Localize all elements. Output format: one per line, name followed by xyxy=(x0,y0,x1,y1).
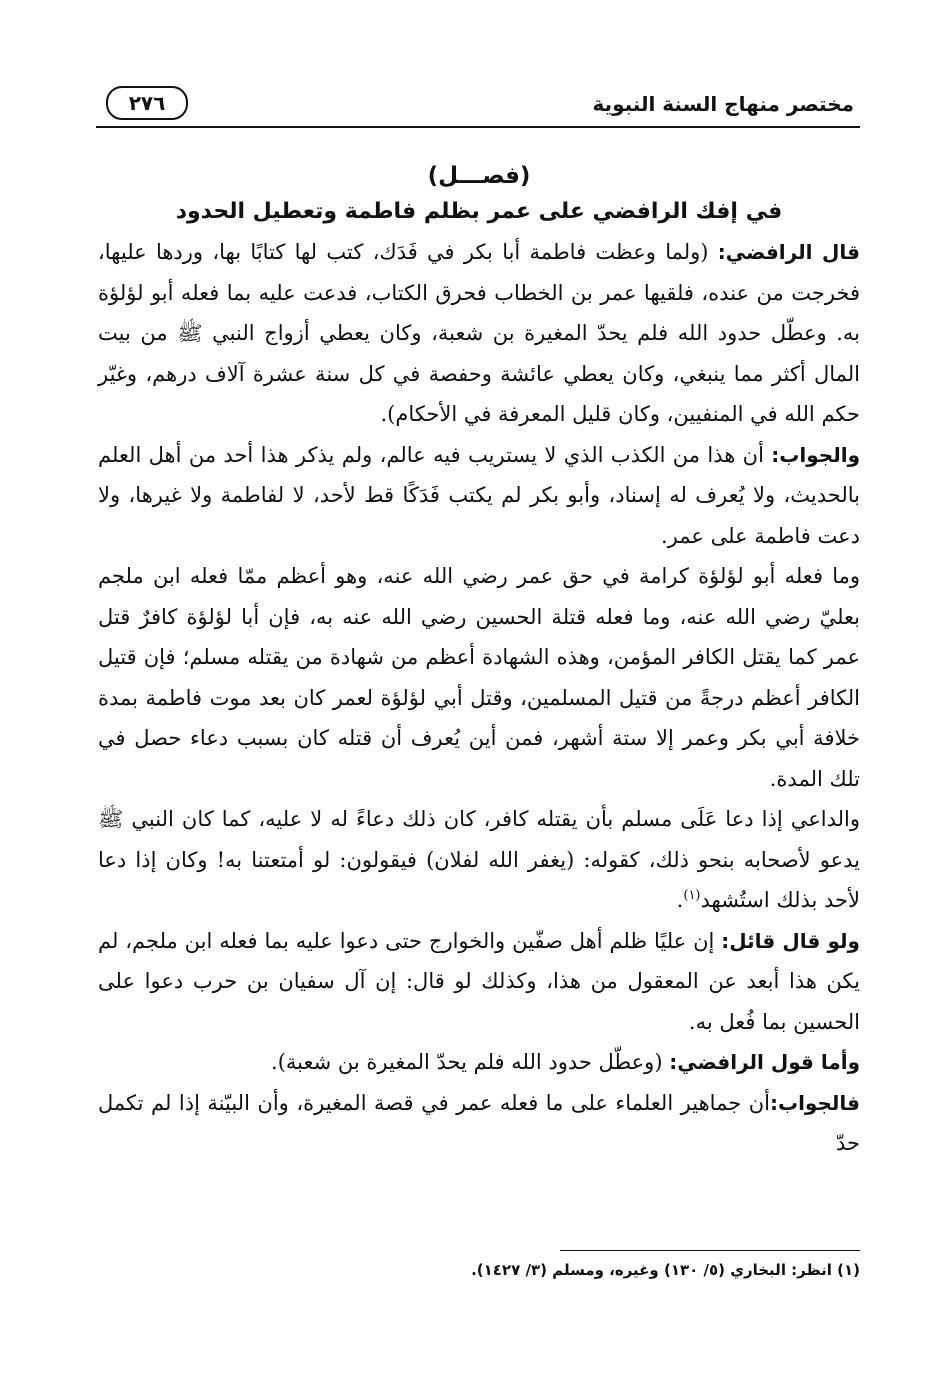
paragraph-lead: وأما قول الرافضي: xyxy=(669,1050,860,1074)
paragraph-final-answer xyxy=(98,1083,860,1164)
footnote: (١) انظر: البخاري (٥/ ١٣٠) وغيره، ومسلم (٣/ ١٤٢٧). xyxy=(471,1261,860,1279)
footnote-reference[interactable]: (١) xyxy=(683,888,701,903)
paragraph-answer xyxy=(98,435,860,557)
paragraph-lead: ولو قال قائل: xyxy=(721,928,860,953)
paragraph-rafidi-claim xyxy=(98,232,860,435)
paragraph-text: (ولما وعظت فاطمة أبا بكر في فَدَك، كتب لها كتابًا بها، وردها عليها، فخرجت من عنده، فلقيها عمر بن الخطاب فحرق الكتاب، فدعت عليه بما فعله أبو لؤلؤة به. وعطّل حدود الله فلم يحدّ المغيرة بن شعبة، وكان يعطي أزواج النبي ﷺ من بيت المال أكثر مما ينبغي، وكان يعطي عائشة وحفصة في كل سنة عشرة آلاف درهم، وغيّر حكم الله في المنفيين، وكان قليل المعرفة في الأحكام). xyxy=(98,240,860,426)
footnote-divider xyxy=(560,1250,860,1251)
paragraph-text: أن هذا من الكذب الذي لا يستريب فيه عالم، ولم يذكر هذا أحد من أهل العلم بالحديث، ولا يُعرف له إسناد، وأبو بكر لم يكتب فَدَكًا قط لأحد، لا لفاطمة ولا غيرها، ولا دعت فاطمة على عمر. xyxy=(98,442,860,548)
paragraph-lead: فالجواب: xyxy=(769,1090,860,1115)
page-header xyxy=(96,82,860,130)
paragraph-text: أن جماهير العلماء على ما فعله عمر في قصة المغيرة، وأن البيّنة إذا لم تكمل حدّ xyxy=(98,1090,860,1155)
paragraph-text: والداعي إذا دعا عَلَى مسلم بأن يقتله كافر، كان ذلك دعاءً له لا عليه، كما كان النبي ﷺ يدعو لأصحابه بنحو ذلك، كقوله: (يغفر الله لفلان) فيقولون: لو أمتعتنا به! وكان إذا دعا لأحد بذلك استُشهد xyxy=(98,807,860,912)
page-body xyxy=(98,158,860,1164)
book-title: مختصر منهاج السنة النبوية xyxy=(592,92,854,116)
page-number-badge: ٢٧٦ xyxy=(106,86,188,120)
paragraph-rafidi-quote xyxy=(98,1042,860,1083)
header-divider xyxy=(96,126,860,128)
paragraph-text-end: . xyxy=(676,888,684,912)
paragraph-lead: قال الرافضي: xyxy=(717,240,860,264)
paragraph-lead: والجواب: xyxy=(771,442,860,467)
paragraph-hypothetical xyxy=(98,921,860,1043)
section-title: (فصـــل) xyxy=(427,163,531,189)
paragraph-text: (وعطّل حدود الله فلم يحدّ المغيرة بن شعبة). xyxy=(271,1050,670,1074)
paragraph-abu-lulua xyxy=(98,556,860,799)
paragraph-text: إن عليًا ظلم أهل صفّين والخوارج حتى دعوا عليه بما فعله ابن ملجم، لم يكن هذا أبعد عن المعقول من هذا، وكذلك لو قال: إن آل سفيان بن حرب دعوا على الحسين بما فُعل به. xyxy=(98,928,860,1034)
paragraph-text: وما فعله أبو لؤلؤة كرامة في حق عمر رضي الله عنه، وهو أعظم ممّا فعله ابن ملجم بعليّ رضي الله عنه، وما فعله قتلة الحسين رضي الله عنه به، فإن أبا لؤلؤة كافرٌ قتل عمر كما يقتل الكافر المؤمن، وهذه الشهادة أعظم من شهادة من يقتله مسلم؛ فإن قتيل الكافر أعظم درجةً من قتيل المسلمين، وقتل أبي لؤلؤة لعمر كان بعد موت فاطمة بمدة خلافة أبي بكر وعمر إلا ستة أشهر، فمن أين يُعرف أن قتله كان بسبب دعاء حصل في تلك المدة. xyxy=(98,564,860,791)
section-subtitle: في إفك الرافضي على عمر بظلم فاطمة وتعطيل الحدود xyxy=(175,199,783,224)
paragraph-supplication xyxy=(98,799,860,921)
